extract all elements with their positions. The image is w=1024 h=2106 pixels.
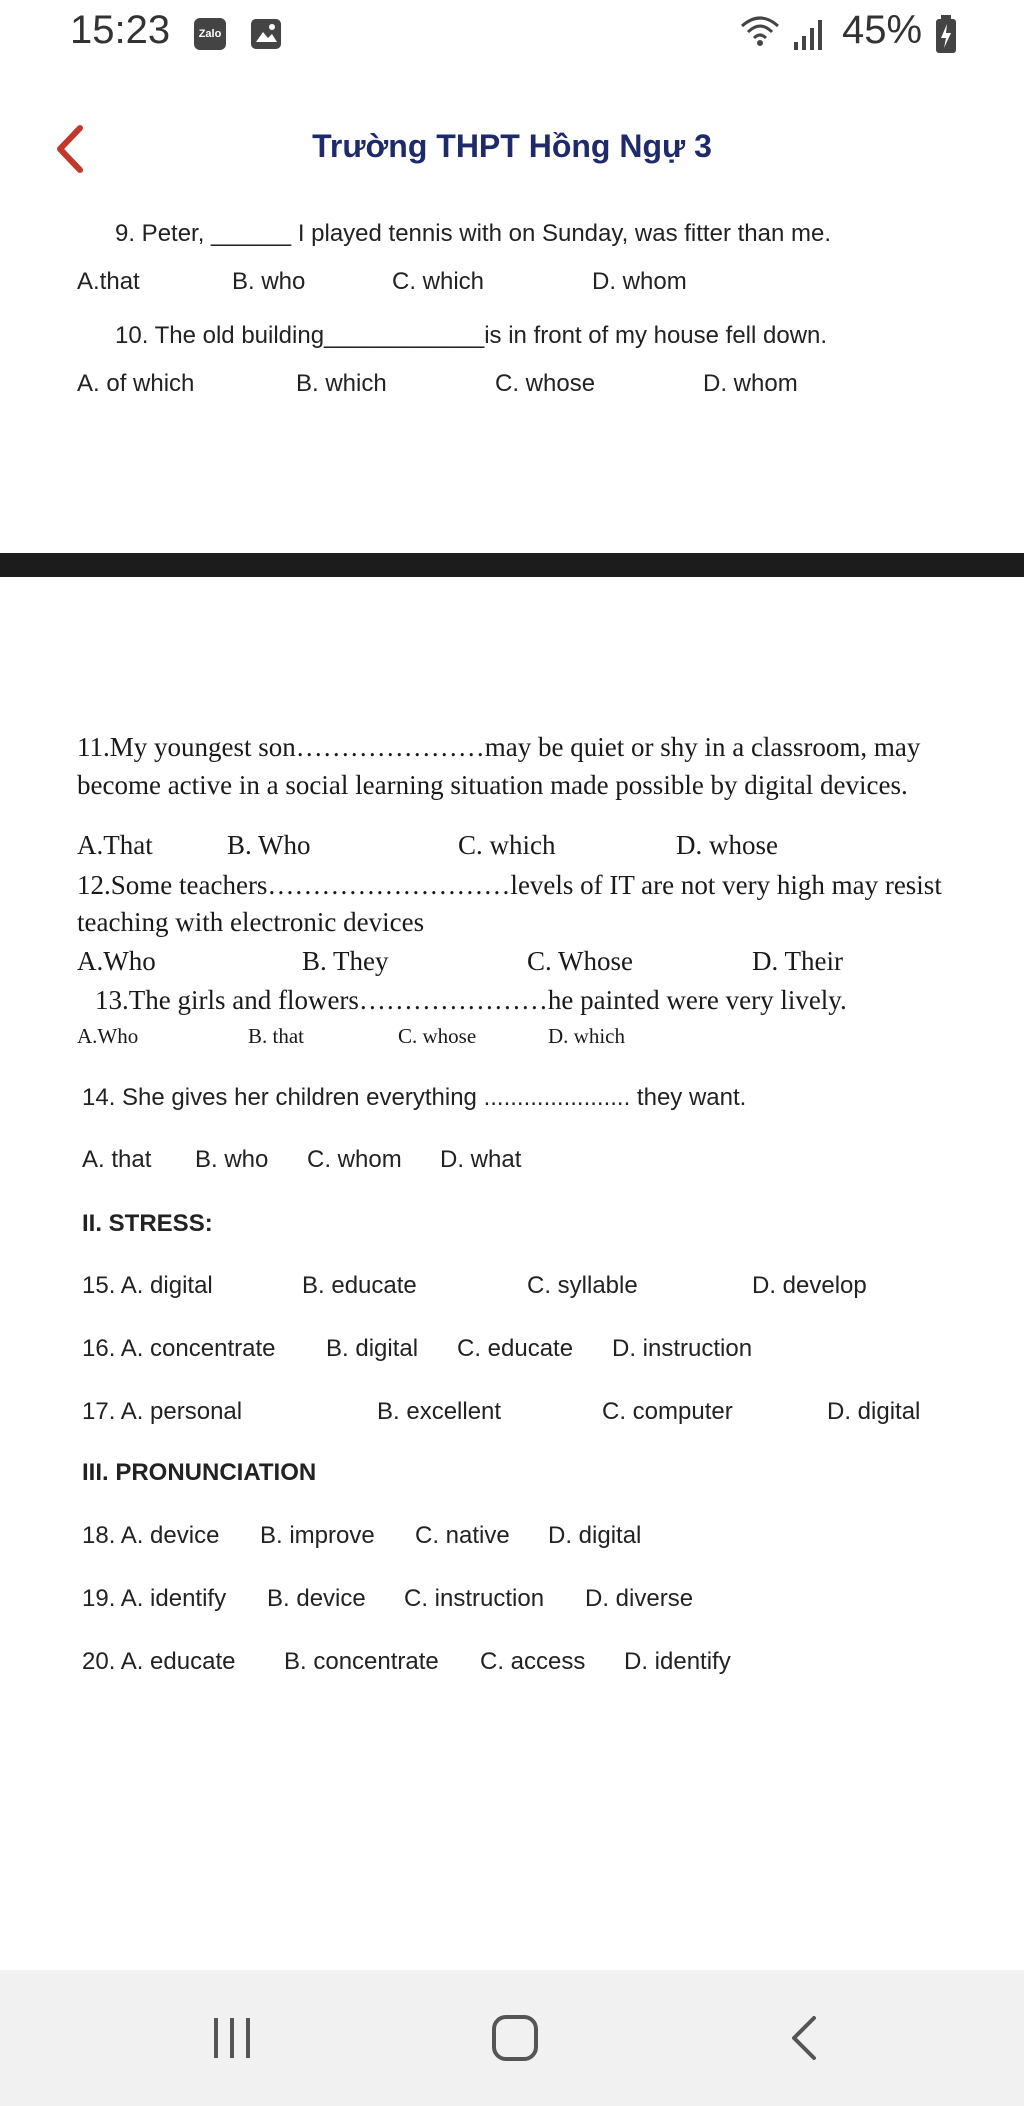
q14-option-d: D. what — [440, 1146, 522, 1173]
q10-option-b: B. which — [296, 370, 387, 397]
q13-option-c: C. whose — [398, 1024, 477, 1048]
q17-option-a: 17. A. personal — [82, 1398, 243, 1425]
q17-option-b: B. excellent — [377, 1398, 502, 1425]
image-divider — [0, 553, 1024, 577]
q16-option-c: C. educate — [457, 1335, 574, 1362]
q15-option-c: C. syllable — [527, 1272, 638, 1299]
question-13: 13.The girls and flowers…………………he painted were very lively. — [95, 985, 847, 1015]
question-12-line1: 12.Some teachers………………………levels of IT are not very high may resist — [77, 870, 942, 900]
q15-option-d: D. develop — [752, 1272, 867, 1299]
question-12-line2: teaching with electronic devices — [77, 907, 425, 937]
zalo-icon: Zalo — [194, 18, 226, 50]
q11-option-b: B. Who — [227, 830, 311, 860]
q20-option-b: B. concentrate — [284, 1648, 439, 1675]
q18-option-c: C. native — [415, 1522, 510, 1549]
q10-option-d: D. whom — [703, 370, 798, 397]
q9-option-d: D. whom — [592, 268, 687, 295]
q18-option-b: B. improve — [260, 1522, 375, 1549]
q9-option-b: B. who — [232, 268, 306, 295]
nav-back-icon[interactable] — [786, 2014, 822, 2062]
q12-option-d: D. Their — [752, 946, 843, 976]
wifi-icon — [738, 12, 782, 52]
question-11-line1: 11.My youngest son…………………may be quiet or shy in a classroom, may — [77, 732, 921, 762]
q10-option-a: A. of which — [77, 370, 195, 397]
status-time: 15:23 — [70, 8, 171, 52]
q17-option-d: D. digital — [827, 1398, 921, 1425]
q20-option-d: D. identify — [624, 1648, 731, 1675]
q18-option-a: 18. A. device — [82, 1522, 220, 1549]
q15-option-a: 15. A. digital — [82, 1272, 213, 1299]
home-icon[interactable] — [491, 2014, 539, 2062]
q13-option-d: D. which — [548, 1024, 625, 1048]
q20-option-a: 20. A. educate — [82, 1648, 236, 1675]
q16-option-a: 16. A. concentrate — [82, 1335, 276, 1362]
q20-option-c: C. access — [480, 1648, 586, 1675]
gallery-icon — [250, 18, 282, 50]
q11-option-a: A.That — [77, 830, 153, 860]
recent-apps-icon[interactable] — [208, 2016, 256, 2060]
question-11-line2: become active in a social learning situation made possible by digital devices. — [77, 770, 908, 800]
question-14: 14. She gives her children everything ...................... they want. — [82, 1084, 747, 1111]
q19-option-c: C. instruction — [404, 1585, 545, 1612]
q10-option-c: C. whose — [495, 370, 596, 397]
section-stress-heading: II. STRESS: — [82, 1210, 213, 1237]
battery-percent: 45% — [842, 8, 923, 52]
q15-option-b: B. educate — [302, 1272, 417, 1299]
section-pronunciation-heading: III. PRONUNCIATION — [82, 1459, 317, 1486]
q12-option-b: B. They — [302, 946, 389, 976]
q12-option-c: C. Whose — [527, 946, 633, 976]
q14-option-c: C. whom — [307, 1146, 402, 1173]
page-title: Trường THPT Hồng Ngự 3 — [312, 128, 712, 164]
q16-option-d: D. instruction — [612, 1335, 753, 1362]
battery-icon — [934, 14, 958, 54]
signal-icon — [792, 12, 832, 52]
q14-option-a: A. that — [82, 1146, 152, 1173]
q13-option-a: A.Who — [77, 1024, 139, 1048]
q16-option-b: B. digital — [326, 1335, 419, 1362]
q17-option-c: C. computer — [602, 1398, 733, 1425]
question-10: 10. The old building____________is in front of my house fell down. — [115, 322, 828, 349]
q11-option-c: C. which — [458, 830, 556, 860]
question-9: 9. Peter, ______ I played tennis with on Sunday, was fitter than me. — [115, 220, 831, 247]
q11-option-d: D. whose — [676, 830, 778, 860]
q12-option-a: A.Who — [77, 946, 156, 976]
q19-option-d: D. diverse — [585, 1585, 694, 1612]
q9-option-c: C. which — [392, 268, 485, 295]
q19-option-a: 19. A. identify — [82, 1585, 227, 1612]
q14-option-b: B. who — [195, 1146, 269, 1173]
q13-option-b: B. that — [248, 1024, 304, 1048]
q19-option-b: B. device — [267, 1585, 366, 1612]
q18-option-d: D. digital — [548, 1522, 642, 1549]
q9-option-a: A.that — [77, 268, 140, 295]
